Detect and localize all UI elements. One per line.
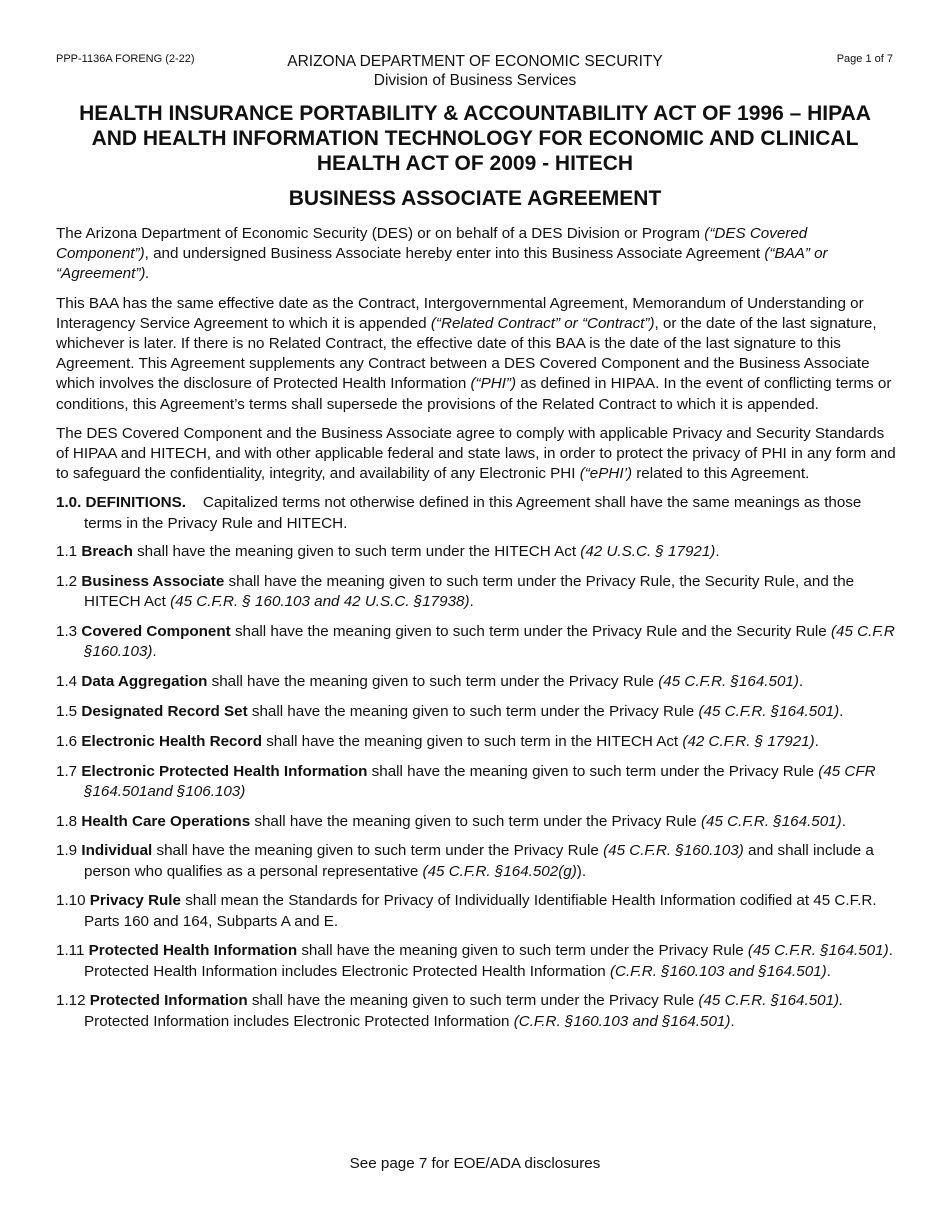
document-title	[40, 101, 910, 176]
definition-1-9: 1.9 Individual shall have the meaning given to such term under the Privacy Rule (45 C.F.R. §160.103) and shall include a person who qualifies as a personal representative (45 C.F.R. §164.502(g)).	[56, 842, 874, 880]
definition-1-8: 1.8 Health Care Operations shall have the meaning given to such term under the Privacy Rule (45 C.F.R. §164.501).	[56, 812, 846, 830]
definition-1-10: 1.10 Privacy Rule shall mean the Standards for Privacy of Individually Identifiable Health Information codified at 45 C.F.R. Parts 160 and 164, Subparts A and E.	[56, 892, 877, 930]
definition-1-1: 1.1 Breach shall have the meaning given to such term under the HITECH Act (42 U.S.C. § 17921).	[56, 543, 720, 561]
document-subtitle: BUSINESS ASSOCIATE AGREEMENT	[288, 187, 662, 210]
form-id: PPP-1136A FORENG (2-22)	[56, 53, 195, 65]
agency-name: ARIZONA DEPARTMENT OF ECONOMIC SECURITY	[287, 53, 663, 70]
intro-paragraph-3: The DES Covered Component and the Business Associate agree to comply with applicable Privacy and Security Standards of HIPAA and HITECH, and with other applicable federal and state laws, in order to protect the privacy of PHI in any form and to safeguard the confidentiality, integrity, and availability of any Electronic PHI (“ePHI’) related to this Agreement.	[56, 424, 896, 483]
footer-note: See page 7 for EOE/ADA disclosures	[349, 1155, 601, 1172]
definition-1-3: 1.3 Covered Component shall have the meaning given to such term under the Privacy Rule and the Security Rule (45 C.F.R §160.103).	[56, 623, 895, 661]
division-name: Division of Business Services	[373, 72, 577, 89]
definitions-heading: 1.0. DEFINITIONS. Capitalized terms not otherwise defined in this Agreement shall have the same meanings as those terms in the Privacy Rule and HITECH.	[56, 494, 862, 532]
intro-paragraph-2: This BAA has the same effective date as the Contract, Intergovernmental Agreement, Memorandum of Understanding or Interagency Service Agreement to which it is appended (“Related Contract” or “Contract”), or the date of the last signature, whichever is later. If there is no Related Contract, the effective date of this BAA is the date of the last signature to this Agreement. This Agreement supplements any Contract between a DES Covered Component and the Business Associate which involves the disclosure of Protected Health Information (“PHI”) as defined in HIPAA. In the event of conflicting terms or conditions, this Agreement’s terms shall supersede the provisions of the Related Contract to which it is appended.	[56, 294, 892, 413]
definition-1-7: 1.7 Electronic Protected Health Information shall have the meaning given to such term under the Privacy Rule (45 CFR §164.501and §106.103)	[56, 762, 876, 800]
intro-paragraph-1: The Arizona Department of Economic Security (DES) or on behalf of a DES Division or Program (“DES Covered Component”), and undersigned Business Associate hereby enter into this Business Associate Agreement (“BAA” or “Agreement”).	[56, 225, 828, 283]
agency-header	[0, 52, 950, 90]
definition-1-11: 1.11 Protected Health Information shall have the meaning given to such term under the Privacy Rule (45 C.F.R. §164.501). Protected Health Information includes Electronic Protected Health Information (C.F.R. §160.103 and §164.501).	[56, 942, 893, 980]
definition-1-2: 1.2 Business Associate shall have the meaning given to such term under the Privacy Rule, the Security Rule, and the HITECH Act (45 C.F.R. § 160.103 and 42 U.S.C. §17938).	[56, 573, 855, 611]
title-line-2: AND HEALTH INFORMATION TECHNOLOGY FOR ECONOMIC AND CLINICAL	[91, 127, 859, 150]
definition-1-5: 1.5 Designated Record Set shall have the meaning given to such term under the Privacy Rule (45 C.F.R. §164.501).	[56, 703, 844, 721]
page-number: Page 1 of 7	[836, 53, 893, 65]
definition-1-12: 1.12 Protected Information shall have the meaning given to such term under the Privacy Rule (45 C.F.R. §164.501). Protected Information includes Electronic Protected Information (C.F.R. §160.103 and §164.501).	[56, 992, 844, 1030]
definition-1-6: 1.6 Electronic Health Record shall have the meaning given to such term in the HITECH Act (42 C.F.R. § 17921).	[56, 732, 819, 750]
title-line-3: HEALTH ACT OF 2009 - HITECH	[316, 152, 634, 175]
section-heading: 1.0. DEFINITIONS.	[56, 494, 186, 512]
title-line-1: HEALTH INSURANCE PORTABILITY & ACCOUNTABILITY ACT OF 1996 – HIPAA	[79, 102, 871, 125]
document-body	[56, 224, 898, 1041]
definition-1-4: 1.4 Data Aggregation shall have the meaning given to such term under the Privacy Rule (45 C.F.R. §164.501).	[56, 673, 804, 691]
